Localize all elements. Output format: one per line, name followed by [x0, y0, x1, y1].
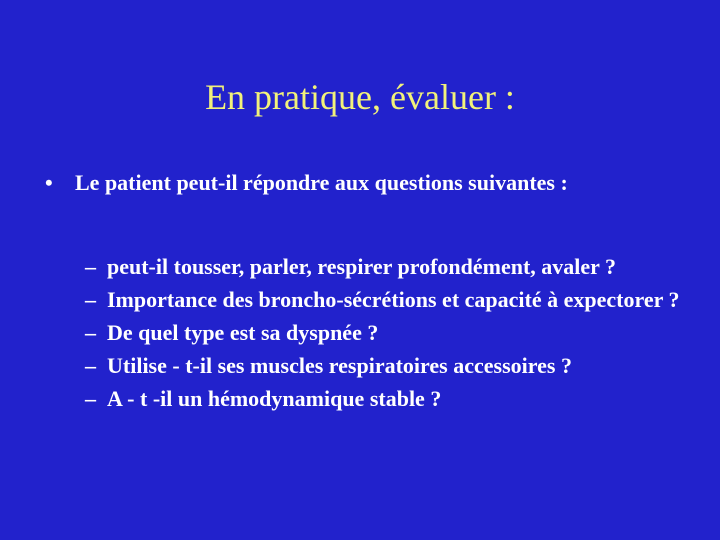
- list-item: [85, 250, 705, 283]
- bullet-marker: •: [45, 170, 53, 195]
- dash-marker: –: [85, 320, 96, 345]
- list-item-text: Importance des broncho-sécrétions et capacité à expectorer ?: [107, 287, 680, 312]
- list-item: [85, 349, 705, 382]
- dash-marker: –: [85, 254, 96, 279]
- list-item: [85, 316, 705, 349]
- list-item-text: Utilise - t-il ses muscles respiratoires accessoires ?: [107, 353, 572, 378]
- slide-title: En pratique, évaluer :: [205, 77, 515, 117]
- list-item-text: A - t -il un hémodynamique stable ?: [107, 386, 442, 411]
- main-bullet: [45, 168, 715, 198]
- dash-marker: –: [85, 287, 96, 312]
- list-item: [85, 283, 705, 316]
- question-list: [85, 250, 705, 415]
- bullet-text: Le patient peut-il répondre aux questions suivantes :: [75, 170, 568, 195]
- dash-marker: –: [85, 386, 96, 411]
- list-item: [85, 382, 705, 415]
- list-item-text: peut-il tousser, parler, respirer profondément, avaler ?: [107, 254, 617, 279]
- dash-marker: –: [85, 353, 96, 378]
- list-item-text: De quel type est sa dyspnée ?: [107, 320, 379, 345]
